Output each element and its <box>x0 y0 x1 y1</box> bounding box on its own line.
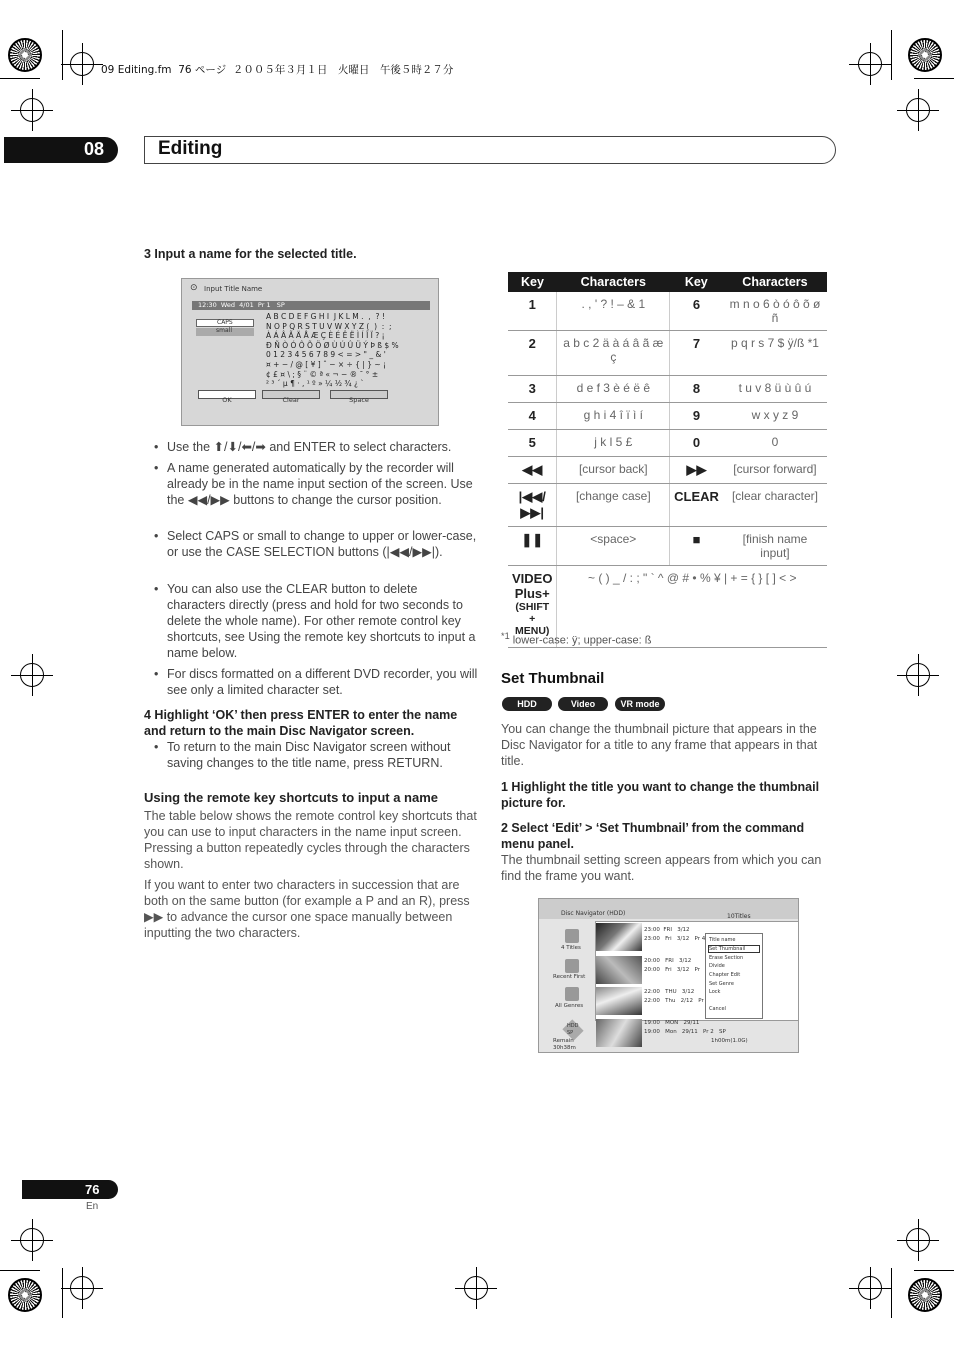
command-menu <box>705 933 763 1019</box>
key-cell: 4 <box>508 403 557 430</box>
size-label: 1h00m(1.0G) <box>711 1038 748 1044</box>
table-header: Characters <box>723 272 827 292</box>
title-count: 10Titles <box>727 913 751 920</box>
chars-cell: [finish name input] <box>723 527 827 566</box>
crop-line <box>0 1270 40 1271</box>
chars-cell: [cursor back] <box>557 457 670 484</box>
bullet-item: • Use the ⬆/⬇/⬅/➡ and ENTER to select characters. <box>154 439 479 455</box>
title-entry[interactable]: 19:00 MON 29/11 19:00 Mon 29/11 Pr 2 SP <box>644 1020 726 1035</box>
screen-title: Disc Navigator (HDD) <box>561 910 626 917</box>
key-cell: ❚❚ <box>508 527 557 566</box>
chapter-title: Editing <box>158 138 223 159</box>
thumbnail[interactable] <box>596 1019 642 1047</box>
key-table <box>508 272 827 648</box>
crosshair-mark <box>20 1228 44 1252</box>
bullet-text: You can also use the CLEAR button to delete characters directly (press and hold for two seconds to delete the whole name). For other remote control key shortcuts, see Using the remote key shortcuts to input a name below. <box>167 582 476 660</box>
key-cell: ▶▶ <box>670 457 723 484</box>
bullet-text: Use the ⬆/⬇/⬅/➡ and ENTER to select characters. <box>167 440 452 454</box>
bullet-item: • A name generated automatically by the recorder will already be in the name input section of the screen. Use the ◀◀/▶▶ buttons to change the cursor position. <box>154 460 479 508</box>
crop-line <box>891 1268 892 1318</box>
crosshair-mark <box>464 1276 488 1300</box>
crop-line <box>914 1270 954 1271</box>
crosshair-mark <box>906 98 930 122</box>
file-header-line: 09 Editing.fm 76 ページ ２００５年３月１日 火曜日 午後５時２７分 <box>101 64 454 76</box>
page-number: 76 <box>85 1182 100 1197</box>
menu-item-cancel[interactable]: Cancel <box>709 1006 726 1012</box>
thumbnail[interactable] <box>596 956 642 984</box>
sidebar-label: 4 Titles <box>561 945 581 951</box>
menu-item-set-thumbnail[interactable]: Set Thumbnail <box>708 945 760 953</box>
registration-sunburst <box>908 1278 942 1312</box>
chars-cell: t u v 8 ü ù û ú <box>723 376 827 403</box>
bullet-text: To return to the main Disc Navigator screen without saving changes to the title name, press RETURN. <box>167 740 451 770</box>
crosshair-mark <box>70 52 94 76</box>
chars-cell: ~ ( ) _ / : ; " ` ^ @ # • % ¥ | + = { } [ ] < > <box>557 566 827 648</box>
chars-cell: 0 <box>723 430 827 457</box>
menu-item-set-genre[interactable]: Set Genre <box>709 981 734 987</box>
step-3: 3 Input a name for the selected title. <box>144 247 357 261</box>
clear-label: Clear <box>282 396 300 404</box>
chars-cell: w x y z 9 <box>723 403 827 430</box>
chars-cell: p q r s 7 $ ÿ/ß *1 <box>723 331 827 376</box>
crop-line <box>891 30 892 80</box>
ok-button[interactable] <box>198 390 256 404</box>
bullet-item: • Select CAPS or small to change to upper or lower-case, or use the CASE SELECTION buttons (|◀◀/▶▶|). <box>154 528 479 560</box>
registration-sunburst <box>8 38 42 72</box>
menu-item-chapter-edit[interactable]: Chapter Edit <box>709 972 741 978</box>
chars-cell: [change case] <box>557 484 670 527</box>
bullet-item: • For discs formatted on a different DVD recorder, you will see only a limited character set. <box>154 667 478 697</box>
crosshair-mark <box>20 663 44 687</box>
clear-button[interactable] <box>262 390 320 404</box>
key-cell: 7 <box>670 331 723 376</box>
bullet-text: Select CAPS or small to change to upper or lower-case, or use the CASE SELECTION buttons (|◀◀/▶▶|). <box>167 529 477 559</box>
key-cell: 9 <box>670 403 723 430</box>
crop-line <box>62 1268 63 1318</box>
footnote-text: lower-case: ÿ; upper-case: ß <box>512 634 652 647</box>
chars-cell: <space> <box>557 527 670 566</box>
bullet-text: A name generated automatically by the recorder will already be in the name input section of the screen. Use the ◀◀/▶▶ buttons to change the cursor position. <box>167 461 473 507</box>
menu-item-title-name[interactable]: Title name <box>709 937 736 943</box>
title-entry[interactable]: 20:00 FRI 3/12 20:00 Fri 3/12 Pr <box>644 958 700 973</box>
key-cell: 2 <box>508 331 557 376</box>
footnote <box>501 631 652 647</box>
hdd-label: HDD SP <box>567 1023 579 1036</box>
paragraph: The table below shows the remote control key shortcuts that you can use to input characters in the name input screen. Pressing a button repeatedly cycles through the characters shown. <box>144 809 477 871</box>
disc-navigator-screen <box>538 898 799 1053</box>
chars-cell: [cursor forward] <box>723 457 827 484</box>
bullet-text: For discs formatted on a different DVD recorder, you will see only a limited character set. <box>167 667 478 697</box>
video-key: VIDEO Plus+ <box>512 571 553 601</box>
key-cell: 1 <box>508 292 557 331</box>
crop-line <box>914 78 954 79</box>
sub-heading: Using the remote key shortcuts to input a name <box>144 790 438 805</box>
caps-button[interactable] <box>196 319 254 327</box>
paragraph: You can change the thumbnail picture that appears in the Disc Navigator for a title to any frame that appears in that title. <box>501 722 818 768</box>
recent-icon <box>565 959 579 973</box>
table-header: Key <box>670 272 723 292</box>
crosshair-mark <box>906 663 930 687</box>
mode-badge: VR mode <box>615 697 665 711</box>
mode-badge: Video mode <box>558 697 608 711</box>
sidebar-label: All Genres <box>555 1003 584 1009</box>
key-cell: ■ <box>670 527 723 566</box>
paragraph: The thumbnail setting screen appears from which you can find the frame you want. <box>501 853 822 883</box>
bullet-item: • You can also use the CLEAR button to delete characters directly (press and hold for two seconds to delete the whole name). For other remote control key shortcuts, see Using the remote key shortcuts to input a name below. <box>154 581 479 661</box>
small-label: small <box>216 327 232 334</box>
crosshair-mark <box>858 52 882 76</box>
key-cell: ◀◀ <box>508 457 557 484</box>
table-header: Characters <box>557 272 670 292</box>
chars-cell: [clear character] <box>723 484 827 527</box>
chars-cell: a b c 2 ä à á â ã æ ç <box>557 331 670 376</box>
input-title-screen <box>181 278 439 426</box>
registration-sunburst <box>8 1278 42 1312</box>
screen-title: Input Title Name <box>204 285 263 293</box>
thumbnail[interactable] <box>596 923 642 951</box>
ok-label: OK <box>222 396 232 404</box>
chars-cell: m n o 6 ò ó ô õ ø ñ <box>723 292 827 331</box>
menu-item-erase-section[interactable]: Erase Section <box>709 955 744 961</box>
key-cell: 5 <box>508 430 557 457</box>
key-cell: 8 <box>670 376 723 403</box>
video-key-sub: (SHIFT + MENU) <box>515 601 550 637</box>
title-entry[interactable]: 22:00 THU 3/12 22:00 Thu 2/12 Pr <box>644 989 704 1004</box>
crosshair-mark <box>906 1228 930 1252</box>
crop-line <box>0 78 40 79</box>
chars-cell: d e f 3 è é ë ê <box>557 376 670 403</box>
paragraph: If you want to enter two characters in succession that are both on the same button (for example a P and an R), press ▶▶ to advance the cursor one space manually between inputting the two characters. <box>144 878 470 940</box>
bullet-item: • To return to the main Disc Navigator screen without saving changes to the title name, press RETURN. <box>154 739 479 771</box>
language-label: En <box>86 1201 99 1212</box>
crop-line <box>62 30 63 80</box>
character-grid[interactable]: A B C D E F G H I J K L M . , ? ! N O P Q R S T U V W X Y Z ( ) : ; À Á Â Ã Ä Å Æ Ç È É Ê Ë Ì Í Î Ï ? ¡ Ð Ñ Ò Ó Ô Õ Ö Ø Ù Ú Û Ü Ý Þ ß $ % 0 1 2 3 4 5 6 7 8 9 < = > " _ & ' ¤ + − / @ [ ¥ ] ˆ − × ÷ { | } ~ ¡ ¢ £ ¤ \ ; § ¨ © ª « ¬ − ® ¯ ° ± ² ³ ´ µ ¶ · , ¹ º » ¼ ½ ¾ ¿ ` <box>266 312 399 389</box>
genres-icon <box>565 987 579 1001</box>
crosshair-mark <box>70 1276 94 1300</box>
chapter-title-box <box>144 136 836 164</box>
chapter-number: 08 <box>84 139 105 159</box>
key-cell: CLEAR <box>670 484 723 527</box>
key-cell: 0 <box>670 430 723 457</box>
title-entry[interactable]: 23:00 FRI 3/12 23:00 Fri 3/12 Pr 4 <box>644 927 706 942</box>
status-text: 12:30 Wed 4/01 Pr 1 SP <box>198 301 285 309</box>
mode-badge: HDD <box>502 697 552 711</box>
key-cell: |◀◀/ ▶▶| <box>508 484 557 527</box>
chars-cell: j k l 5 £ <box>557 430 670 457</box>
space-label: Space <box>349 396 369 404</box>
tv-icon: ⊙ <box>190 283 198 293</box>
caps-label: CAPS <box>217 319 233 326</box>
section-heading: Set Thumbnail <box>501 670 605 687</box>
crosshair-mark <box>858 1276 882 1300</box>
small-button[interactable] <box>196 328 254 336</box>
menu-item-divide[interactable]: Divide <box>709 963 725 969</box>
chars-cell: . , ' ? ! – & 1 <box>557 292 670 331</box>
registration-sunburst <box>908 38 942 72</box>
footnote-mark: *1 <box>501 631 510 641</box>
key-cell: 6 <box>670 292 723 331</box>
titles-icon <box>565 929 579 943</box>
remain-label: Remain 30h38m <box>553 1038 576 1051</box>
key-cell: 3 <box>508 376 557 403</box>
space-button[interactable] <box>330 390 388 404</box>
step-1: 1 Highlight the title you want to change the thumbnail picture for. <box>501 780 820 810</box>
chars-cell: g h i 4 î ï ì í <box>557 403 670 430</box>
table-header: Key <box>508 272 557 292</box>
sidebar-label: Recent First <box>553 974 586 980</box>
crosshair-mark <box>20 98 44 122</box>
page-number-tab <box>22 1180 118 1199</box>
step-4: 4 Highlight ‘OK’ then press ENTER to enter the name and return to the main Disc Navigator screen. <box>144 708 458 738</box>
menu-item-lock[interactable]: Lock <box>709 989 721 995</box>
step-2: 2 Select ‘Edit’ > ‘Set Thumbnail’ from the command menu panel. <box>501 821 805 851</box>
thumbnail[interactable] <box>596 987 642 1015</box>
